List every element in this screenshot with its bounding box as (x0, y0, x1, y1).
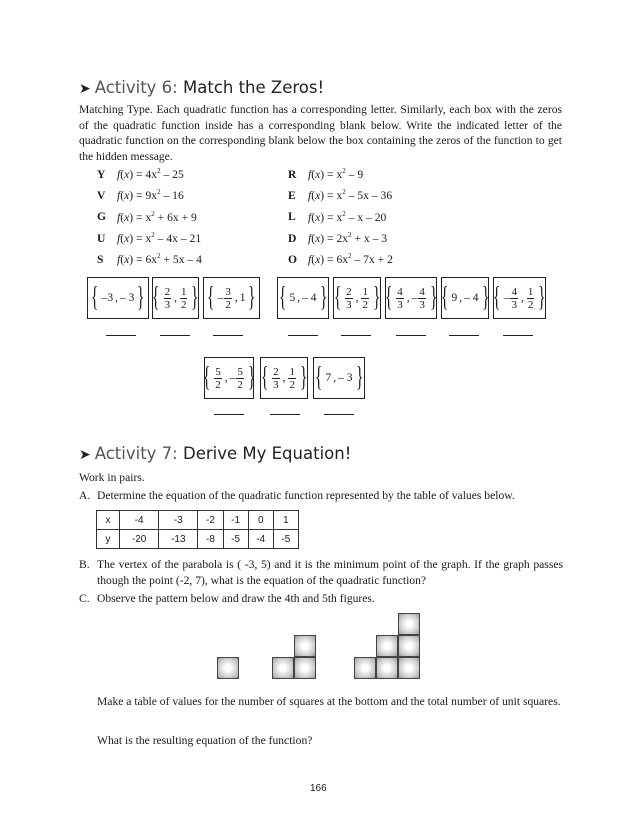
function-item: L $f(x) = x^2 - x - 20$ (288, 209, 387, 224)
item-a-text: Determine the equation of the quadratic function represented by the table of values below. (97, 489, 515, 502)
function-letter: S (97, 253, 104, 267)
zeros-box-9: { $\frac{5}{2}$ , – $\frac{5}{2}$ } (204, 357, 254, 399)
table-cell: -2 (198, 511, 223, 530)
table-cell: -20 (120, 530, 159, 549)
table-cell: 0 (248, 511, 273, 530)
table-cell: -3 (159, 511, 198, 530)
x-label: x (97, 511, 120, 530)
answer-blank-8[interactable] (503, 335, 533, 336)
unit-square (398, 657, 420, 679)
answer-blank-11[interactable] (324, 414, 354, 415)
table-cell: -8 (198, 530, 223, 549)
answer-blank-10[interactable] (270, 414, 300, 415)
answer-blank-1[interactable] (106, 335, 136, 336)
zeros-box-6: { $\frac{4}{3}$ , – $\frac{4}{3}$ } (385, 277, 437, 319)
zeros-box-2: { $\frac{2}{3}$ , $\frac{1}{2}$ } (152, 277, 199, 319)
item-b-label: B. (79, 558, 90, 571)
functions-left-column (97, 167, 202, 273)
zeros-box-3: { – $\frac{3}{2}$ , 1 } (203, 277, 260, 319)
zeros-box-8: { – $\frac{4}{3}$ , $\frac{1}{2}$ } (493, 277, 546, 319)
zeros-box-1: { –3 , – 3 } (87, 277, 149, 319)
zeros-box-5: { $\frac{2}{3}$ , $\frac{1}{2}$ } (333, 277, 381, 319)
function-letter: G (97, 210, 107, 224)
function-item: E $f(x) = x^2 - 5x - 36$ (288, 188, 393, 203)
table-cell: -13 (159, 530, 198, 549)
values-table (96, 510, 299, 549)
zeros-box-4: { 5 , – 4 } (277, 277, 329, 319)
zeros-box-10: { $\frac{2}{3}$ , $\frac{1}{2}$ } (260, 357, 308, 399)
function-letter: D (288, 231, 297, 245)
function-item: S $f(x) = 6x^2 + 5x - 4$ (97, 252, 202, 267)
work-in-pairs: Work in pairs. (79, 471, 145, 484)
function-letter: R (288, 167, 297, 181)
unit-square (217, 657, 239, 679)
page-number: 166 (310, 783, 327, 794)
unit-square (376, 657, 398, 679)
unit-square (398, 613, 420, 635)
table-cell: 1 (273, 511, 298, 530)
item-b-text: The vertex of the parabola is ( -3, 5) and it is the minimum point of the graph. If the graph passes though the point (-2, 7), what is the equation of the quadratic function? (97, 558, 563, 587)
activity-6-heading (79, 78, 324, 97)
activity-6-intro: Matching Type. Each quadratic function has a corresponding letter. Similarly, each box with the zeros of the quadratic function inside has a corresponding blank below. Write the indicated letter of the quadratic function on the corresponding blank below the box containing the zeros of the function to get the hidden message. (79, 103, 562, 163)
function-letter: U (97, 231, 106, 245)
table-row-x (97, 511, 299, 530)
function-item: R $f(x) = x^2 - 9$ (288, 167, 364, 181)
answer-blank-6[interactable] (396, 335, 426, 336)
function-item: Y $f(x) = 4x^2 - 25$ (97, 167, 184, 181)
function-letter: O (288, 253, 298, 267)
function-item: O $f(x) = 6x^2 - 7x + 2$ (288, 252, 393, 267)
table-cell: -1 (223, 511, 248, 530)
table-cell: -4 (248, 530, 273, 549)
zeros-box-7: { 9 , – 4 } (441, 277, 489, 319)
activity-6-title: Match the Zeros! (183, 78, 325, 97)
question-text: What is the resulting equation of the function? (97, 734, 313, 747)
answer-blank-4[interactable] (288, 335, 318, 336)
function-letter: L (288, 210, 296, 224)
make-table-text: Make a table of values for the number of squares at the bottom and the total number of unit squares. (97, 695, 561, 708)
item-c-text: Observe the pattern below and draw the 4th and 5th figures. (97, 592, 375, 605)
table-cell: -5 (223, 530, 248, 549)
zeros-box-11: { 7 , – 3 } (313, 357, 365, 399)
function-item: D $f(x) = 2x^2 + x - 3$ (288, 230, 388, 245)
unit-square (294, 657, 316, 679)
function-letter: Y (97, 167, 106, 181)
unit-square (398, 635, 420, 657)
activity-7-heading (79, 444, 351, 463)
unit-square (272, 657, 294, 679)
functions-right-column (288, 167, 393, 273)
answer-blank-5[interactable] (341, 335, 371, 336)
unit-square (294, 635, 316, 657)
function-item: V $f(x) = 9x^2 - 16$ (97, 188, 184, 203)
activity-6-label: Activity 6: (94, 78, 178, 97)
activity-7-title: Derive My Equation! (183, 444, 352, 463)
item-a-label: A. (79, 489, 91, 502)
item-c-label: C. (79, 592, 90, 605)
function-letter: E (288, 189, 296, 203)
y-label: y (97, 530, 120, 549)
arrow-icon: ➤ (79, 447, 91, 463)
answer-blank-9[interactable] (214, 414, 244, 415)
arrow-icon: ➤ (79, 81, 91, 97)
table-row-y (97, 530, 299, 549)
function-item: G $f(x) = x^2 + 6x + 9$ (97, 209, 197, 224)
unit-square (354, 657, 376, 679)
function-letter: V (97, 189, 106, 203)
answer-blank-7[interactable] (449, 335, 479, 336)
answer-blank-2[interactable] (160, 335, 190, 336)
table-cell: -5 (273, 530, 298, 549)
function-item: U $f(x) = x^2 - 4x - 21$ (97, 230, 202, 245)
table-cell: -4 (120, 511, 159, 530)
unit-square (376, 635, 398, 657)
activity-7-label: Activity 7: (94, 444, 178, 463)
answer-blank-3[interactable] (213, 335, 243, 336)
